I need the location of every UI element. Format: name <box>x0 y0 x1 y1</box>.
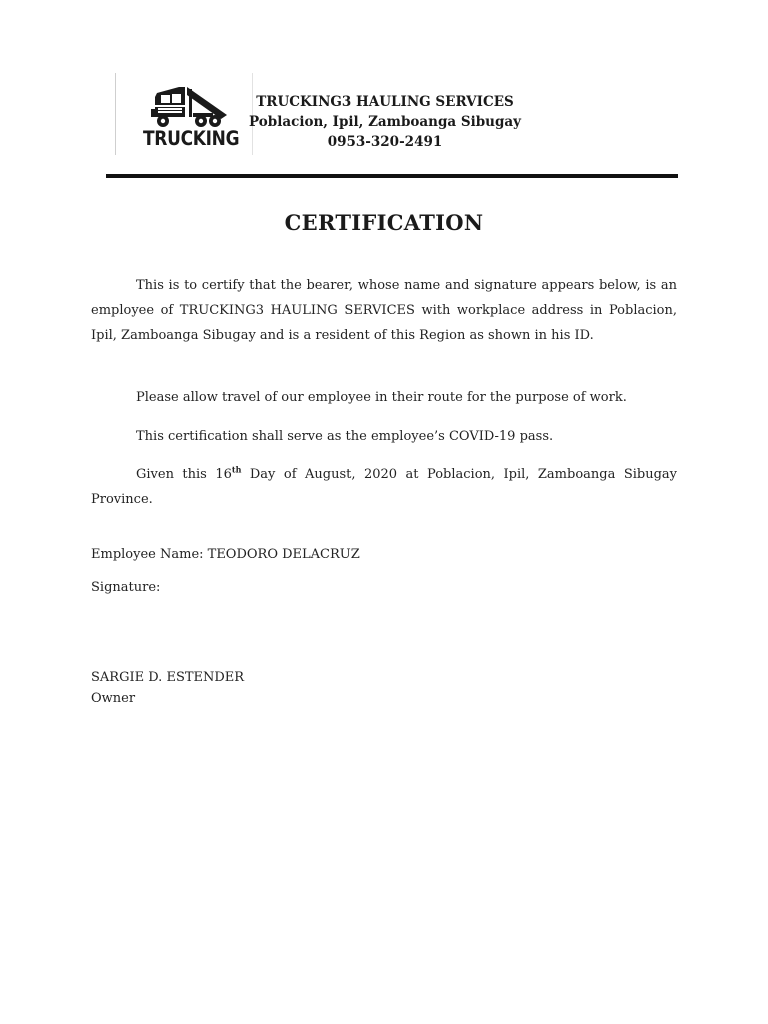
body-paragraph-3: This certification shall serve as the employee’s COVID-19 pass. <box>136 429 554 444</box>
body-paragraph-1: This is to certify that the bearer, whose name and signature appears below, is an employee of TRUCKING3 HAULING SERVICES with workplace address in Poblacion, Ipil, Zamboanga Sibugay and is a resident of this Region as shown in his ID. <box>91 278 677 343</box>
company-address: Poblacion, Ipil, Zamboanga Sibugay <box>248 114 522 130</box>
logo-wordmark: TRUCKING <box>143 127 240 151</box>
truck-icon <box>149 83 229 129</box>
date-ordinal-suffix: th <box>231 464 242 475</box>
date-suffix: Day of August, 2020 at Poblacion, Ipil, Zamboanga Sibugay Province. <box>91 467 678 507</box>
signatory-title: Owner <box>91 691 136 706</box>
header-divider <box>106 174 678 178</box>
signatory-name: SARGIE D. ESTENDER <box>91 670 245 685</box>
employee-name-line: Employee Name: TEODORO DELACRUZ <box>91 547 360 562</box>
body-paragraph-2: Please allow travel of our employee in their route for the purpose of work. <box>136 390 627 405</box>
date-prefix: Given this 16 <box>136 467 232 482</box>
document-title: CERTIFICATION <box>284 210 484 235</box>
company-phone: 0953-320-2491 <box>327 134 443 150</box>
company-name: TRUCKING3 HAULING SERVICES <box>256 94 514 110</box>
company-info <box>240 92 530 152</box>
body-paragraph-4 <box>91 462 677 512</box>
company-logo <box>115 73 255 155</box>
signature-line: Signature: <box>91 580 161 595</box>
signatory-block <box>91 667 677 709</box>
